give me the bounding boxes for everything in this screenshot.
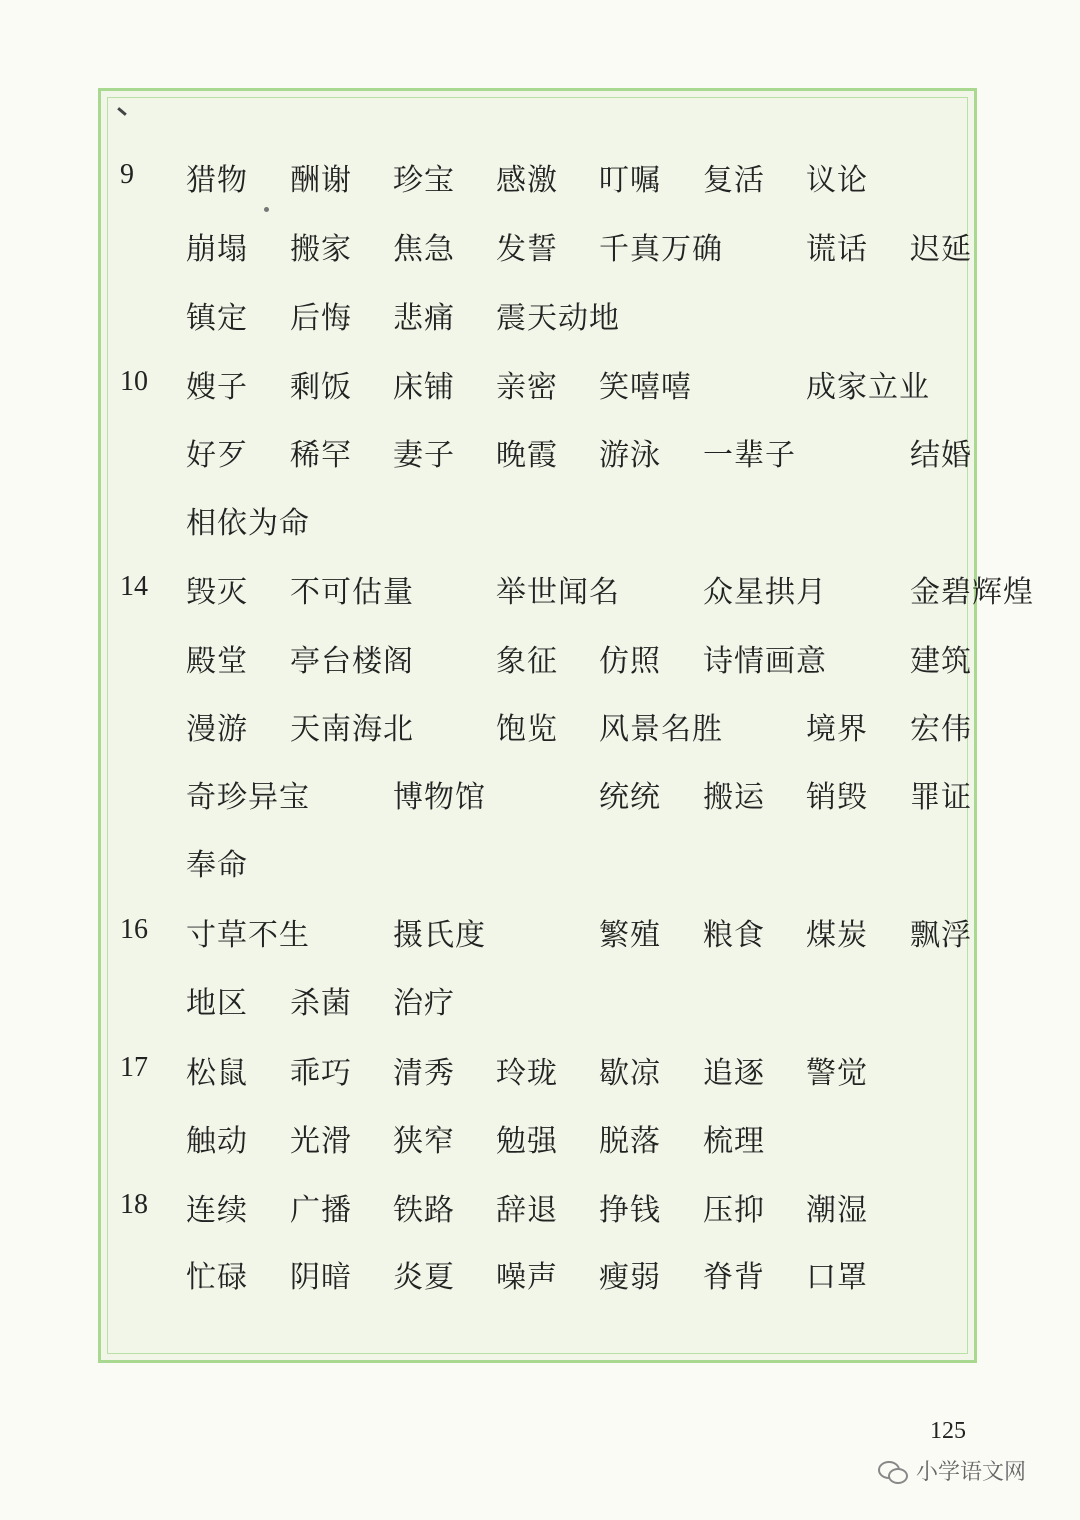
vocab-word: 乖巧: [290, 1056, 352, 1091]
vocab-word: 光滑: [290, 1124, 352, 1159]
vocab-word: 谎话: [806, 232, 868, 267]
vocab-word: 议论: [806, 163, 868, 198]
vocab-word: 治疗: [393, 986, 455, 1021]
vocab-word: 亭台楼阁: [290, 644, 414, 679]
vocab-word: 风景名胜: [599, 712, 723, 747]
vocab-word: 殿堂: [186, 644, 248, 679]
lesson-number: 18: [120, 1189, 148, 1220]
vocab-word: 触动: [186, 1124, 248, 1159]
vocab-word: 铁路: [393, 1193, 455, 1228]
wechat-icon: [878, 1459, 908, 1483]
watermark: [878, 1455, 1026, 1486]
vocab-word: 统统: [599, 780, 661, 815]
page-number: 125: [930, 1418, 966, 1444]
vocab-word: 举世闻名: [496, 575, 620, 610]
vocab-word: 象征: [496, 644, 558, 679]
vocab-word: 结婚: [910, 438, 972, 473]
vocab-word: 珍宝: [393, 163, 455, 198]
vocab-word: 奉命: [186, 848, 248, 883]
vocab-word: 剩饭: [290, 370, 352, 405]
vocab-word: 毁灭: [186, 575, 248, 610]
vocab-word: 粮食: [703, 918, 765, 953]
vocab-word: 口罩: [806, 1260, 868, 1295]
vocab-word: 宏伟: [910, 712, 972, 747]
vocab-word: 广播: [290, 1193, 352, 1228]
vocab-word: 摄氏度: [393, 918, 486, 953]
vocab-word: 销毁: [806, 780, 868, 815]
vocab-word: 妻子: [393, 438, 455, 473]
vocab-word: 奇珍异宝: [186, 780, 310, 815]
vocab-word: 脊背: [703, 1260, 765, 1295]
vocab-word: 相依为命: [186, 506, 310, 541]
vocab-word: 好歹: [186, 438, 248, 473]
ink-dot: [264, 207, 269, 212]
vocab-word: 勉强: [496, 1124, 558, 1159]
vocab-word: 繁殖: [599, 918, 661, 953]
vocab-word: 感激: [496, 163, 558, 198]
vocab-word: 压抑: [703, 1193, 765, 1228]
vocab-word: 梳理: [703, 1124, 765, 1159]
vocab-word: 天南海北: [290, 712, 414, 747]
vocab-word: 清秀: [393, 1056, 455, 1091]
vocab-word: 挣钱: [599, 1193, 661, 1228]
lesson-number: 14: [120, 571, 148, 602]
vocab-word: 悲痛: [393, 301, 455, 336]
vocab-word: 不可估量: [290, 575, 414, 610]
vocab-word: 辞退: [496, 1193, 558, 1228]
vocab-word: 玲珑: [496, 1056, 558, 1091]
vocab-word: 忙碌: [186, 1260, 248, 1295]
vocab-word: 漫游: [186, 712, 248, 747]
vocab-word: 焦急: [393, 232, 455, 267]
vocab-word: 崩塌: [186, 232, 248, 267]
vocab-word: 搬家: [290, 232, 352, 267]
vocab-word: 杀菌: [290, 986, 352, 1021]
vocab-word: 游泳: [599, 438, 661, 473]
vocab-word: 发誓: [496, 232, 558, 267]
vocab-word: 地区: [186, 986, 248, 1021]
vocab-word: 猎物: [186, 163, 248, 198]
vocab-word: 连续: [186, 1193, 248, 1228]
vocab-word: 嫂子: [186, 370, 248, 405]
vocab-word: 复活: [703, 163, 765, 198]
vocab-word: 迟延: [910, 232, 972, 267]
vocab-word: 煤炭: [806, 918, 868, 953]
vocab-word: 亲密: [496, 370, 558, 405]
lesson-number: 17: [120, 1052, 148, 1083]
vocab-word: 成家立业: [806, 370, 930, 405]
vocab-word: 后悔: [290, 301, 352, 336]
vocab-word: 狭窄: [393, 1124, 455, 1159]
vocab-word: 博物馆: [393, 780, 486, 815]
vocab-word: 松鼠: [186, 1056, 248, 1091]
vocab-word: 酬谢: [290, 163, 352, 198]
vocab-word: 一辈子: [703, 438, 796, 473]
vocab-word: 噪声: [496, 1260, 558, 1295]
vocab-word: 警觉: [806, 1056, 868, 1091]
vocab-word: 寸草不生: [186, 918, 310, 953]
vocab-word: 笑嘻嘻: [599, 370, 692, 405]
vocab-word: 建筑: [910, 644, 972, 679]
vocab-word: 瘦弱: [599, 1260, 661, 1295]
vocab-word: 镇定: [186, 301, 248, 336]
vocab-word: 震天动地: [496, 301, 620, 336]
vocab-word: 阴暗: [290, 1260, 352, 1295]
lesson-number: 16: [120, 914, 148, 945]
watermark-text: 小学语文网: [916, 1460, 1027, 1485]
lesson-number: 9: [120, 159, 134, 190]
vocab-word: 脱落: [599, 1124, 661, 1159]
vocab-word: 境界: [806, 712, 868, 747]
vocab-word: 飘浮: [910, 918, 972, 953]
vocab-word: 床铺: [393, 370, 455, 405]
vocab-word: 追逐: [703, 1056, 765, 1091]
vocab-word: 仿照: [599, 644, 661, 679]
vocab-word: 千真万确: [599, 232, 723, 267]
vocab-word: 稀罕: [290, 438, 352, 473]
vocab-word: 罪证: [910, 780, 972, 815]
vocab-word: 潮湿: [806, 1193, 868, 1228]
vocab-word: 饱览: [496, 712, 558, 747]
vocab-word: 众星拱月: [703, 575, 827, 610]
vocab-word: 诗情画意: [703, 644, 827, 679]
vocab-word: 炎夏: [393, 1260, 455, 1295]
lesson-number: 10: [120, 366, 148, 397]
vocab-word: 金碧辉煌: [910, 575, 1034, 610]
vocab-word: 叮嘱: [599, 163, 661, 198]
vocab-word: 搬运: [703, 780, 765, 815]
vocab-word: 晚霞: [496, 438, 558, 473]
vocab-word: 歇凉: [599, 1056, 661, 1091]
